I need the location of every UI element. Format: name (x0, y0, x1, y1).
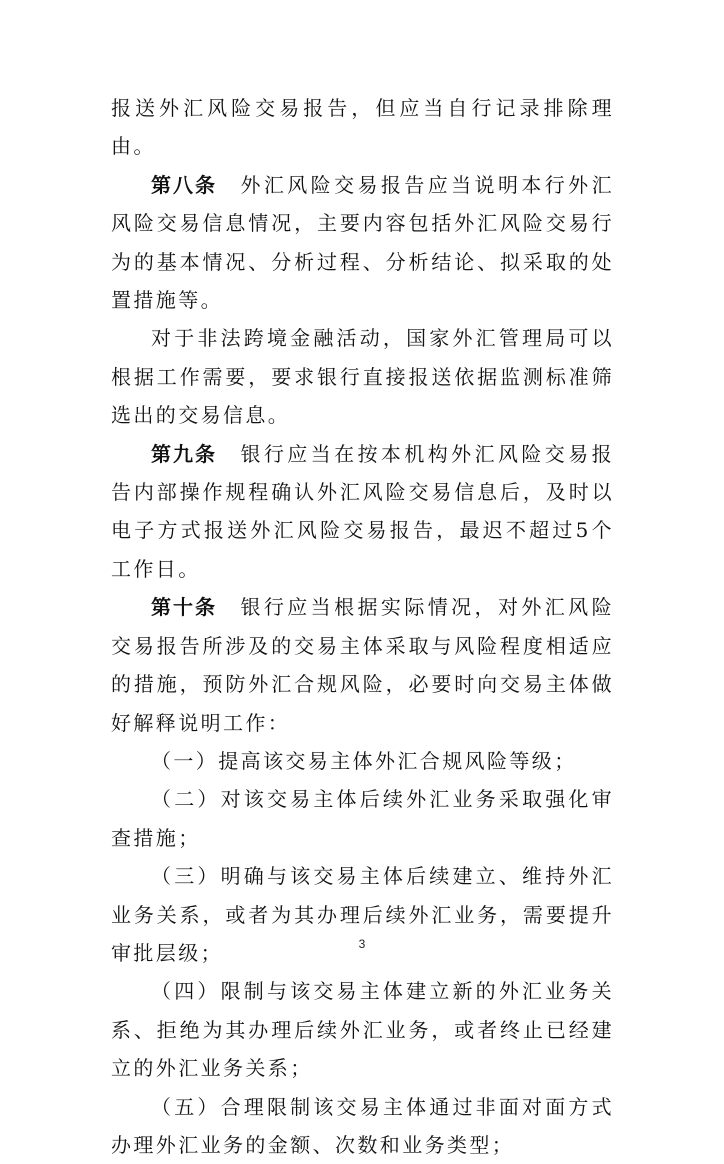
list-item (111, 780, 614, 857)
paragraph (111, 319, 614, 434)
paragraph-text: 外汇风险交易报告应当说明本行外汇风险交易信息情况，主要内容包括外汇风险交易行为的基本情况、分析过程、分析结论、拟采取的处置措施等。 (111, 172, 614, 313)
list-item-text: （一）提高该交易主体外汇合规风险等级； (151, 748, 577, 773)
list-item-text: （二）对该交易主体后续外汇业务采取强化审查措施； (111, 787, 614, 850)
list-item (111, 1088, 614, 1164)
article-8 (111, 166, 614, 320)
list-item (111, 742, 614, 780)
list-item-text: （五）合理限制该交易主体通过非面对面方式办理外汇业务的金额、次数和业务类型； (111, 1094, 614, 1157)
paragraph-text: 对于非法跨境金融活动，国家外汇管理局可以根据工作需要，要求银行直接报送依据监测标准筛选出的交易信息。 (111, 326, 614, 428)
article-10 (111, 588, 614, 742)
article-heading: 第十条 (151, 595, 218, 620)
paragraph-text: 银行应当根据实际情况，对外汇风险交易报告所涉及的交易主体采取与风险程度相适应的措施，预防外汇合规风险，必要时向交易主体做好解释说明工作： (111, 595, 614, 735)
paragraph-text: 银行应当在按本机构外汇风险交易报告内部操作规程确认外汇风险交易信息后，及时以电子方式报送外汇风险交易报告，最迟不超过5个工作日。 (111, 441, 614, 581)
list-item-text: （三）明确与该交易主体后续建立、维持外汇业务关系，或者为其办理后续外汇业务，需要提升审批层级； (111, 864, 614, 965)
paragraph (111, 89, 614, 166)
article-9 (111, 435, 614, 589)
article-heading: 第九条 (151, 441, 218, 466)
page-number: 3 (358, 937, 366, 951)
list-item (111, 857, 614, 972)
article-heading: 第八条 (151, 172, 218, 197)
list-item-text: （四）限制与该交易主体建立新的外汇业务关系、拒绝为其办理后续外汇业务，或者终止已经建立的外汇业务关系； (111, 979, 614, 1081)
body-text (111, 89, 614, 1164)
paragraph-text: 报送外汇风险交易报告，但应当自行记录排除理由。 (111, 96, 614, 159)
list-item (111, 972, 614, 1087)
